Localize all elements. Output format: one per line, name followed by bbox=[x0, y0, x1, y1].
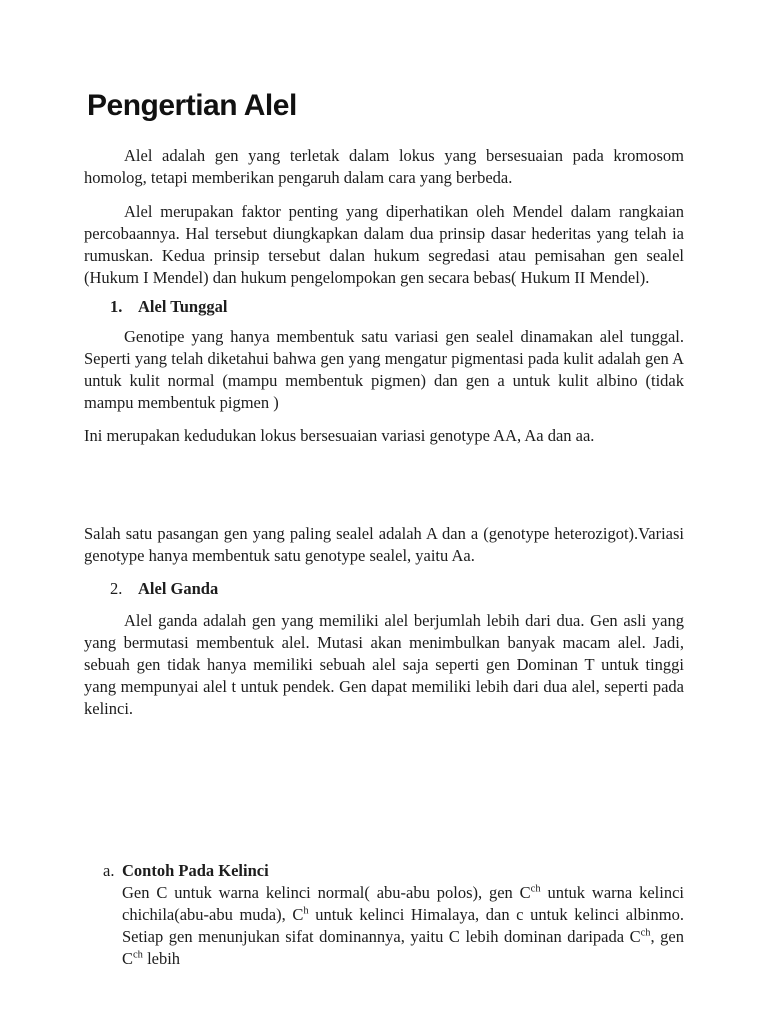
section-1-paragraph: Genotipe yang hanya membentuk satu variasi gen sealel dinamakan alel tunggal. Seperti yang telah diketahui bahwa gen yang mengatur pigmentasi pada kulit adalah gen A untuk kulit normal (mampu membentuk pigmen) dan gen a untuk kulit albino (tidak mampu membentuk pigmen ) bbox=[84, 327, 684, 412]
subsection-a-letter: a. bbox=[103, 861, 115, 880]
subsection-a-heading-row bbox=[103, 860, 684, 882]
section-2-paragraph: Alel ganda adalah gen yang memiliki alel berjumlah lebih dari dua. Gen asli yang yang bermutasi membentuk alel. Mutasi akan menimbulkan banyak macam alel. Jadi, sebuah gen tidak hanya memiliki sebuah alel saja seperti gen Dominan T untuk tinggi yang mempunyai alel t untuk pendek. Gen dapat memiliki lebih dari dua alel, seperti pada kelinci. bbox=[84, 611, 684, 718]
section-2-number: 2. bbox=[110, 579, 123, 598]
intro-paragraph-1: Alel adalah gen yang terletak dalam lokus yang bersesuaian pada kromosom homolog, tetapi memberikan pengaruh dalam cara yang berbeda. bbox=[84, 146, 684, 187]
section-2-heading: Alel Ganda bbox=[138, 579, 219, 598]
section-1-heading-row bbox=[110, 296, 684, 318]
section-1-heading: Alel Tunggal bbox=[138, 297, 228, 316]
subsection-a-heading: Contoh Pada Kelinci bbox=[122, 861, 269, 880]
section-1-number: 1. bbox=[110, 297, 123, 316]
intro-paragraph-2: Alel merupakan faktor penting yang diperhatikan oleh Mendel dalam rangkaian percobaannya. Hal tersebut diungkapkan dalam dua prinsip dasar hederitas yang telah ia rumuskan. Kedua prinsip tersebut dalan hukum segredasi atau pemisahan gen sealel (Hukum I Mendel) dan hukum pengelompokan gen secara bebas( Hukum II Mendel). bbox=[84, 202, 684, 287]
page-title: Pengertian Alel bbox=[87, 89, 297, 122]
heterozygote-paragraph: Salah satu pasangan gen yang paling sealel adalah A dan a (genotype heterozigot).Variasi genotype hanya membentuk satu genotype sealel, yaitu Aa. bbox=[84, 524, 684, 565]
rabbit-example-paragraph: Gen C untuk warna kelinci normal( abu-abu polos), gen $C^{ch}$ untuk warna kelinci chichila(abu-abu muda), $C^h$ untuk kelinci Himalaya, dan c untuk kelinci albinmo. Setiap gen menunjukan sifat dominannya, yaitu C lebih dominan daripada $C^{ch}$, gen $C^{ch}$ lebih bbox=[122, 883, 684, 968]
locus-note-paragraph: Ini merupakan kedudukan lokus bersesuaian variasi genotype AA, Aa dan aa. bbox=[84, 426, 595, 445]
section-2-heading-row bbox=[110, 578, 684, 600]
